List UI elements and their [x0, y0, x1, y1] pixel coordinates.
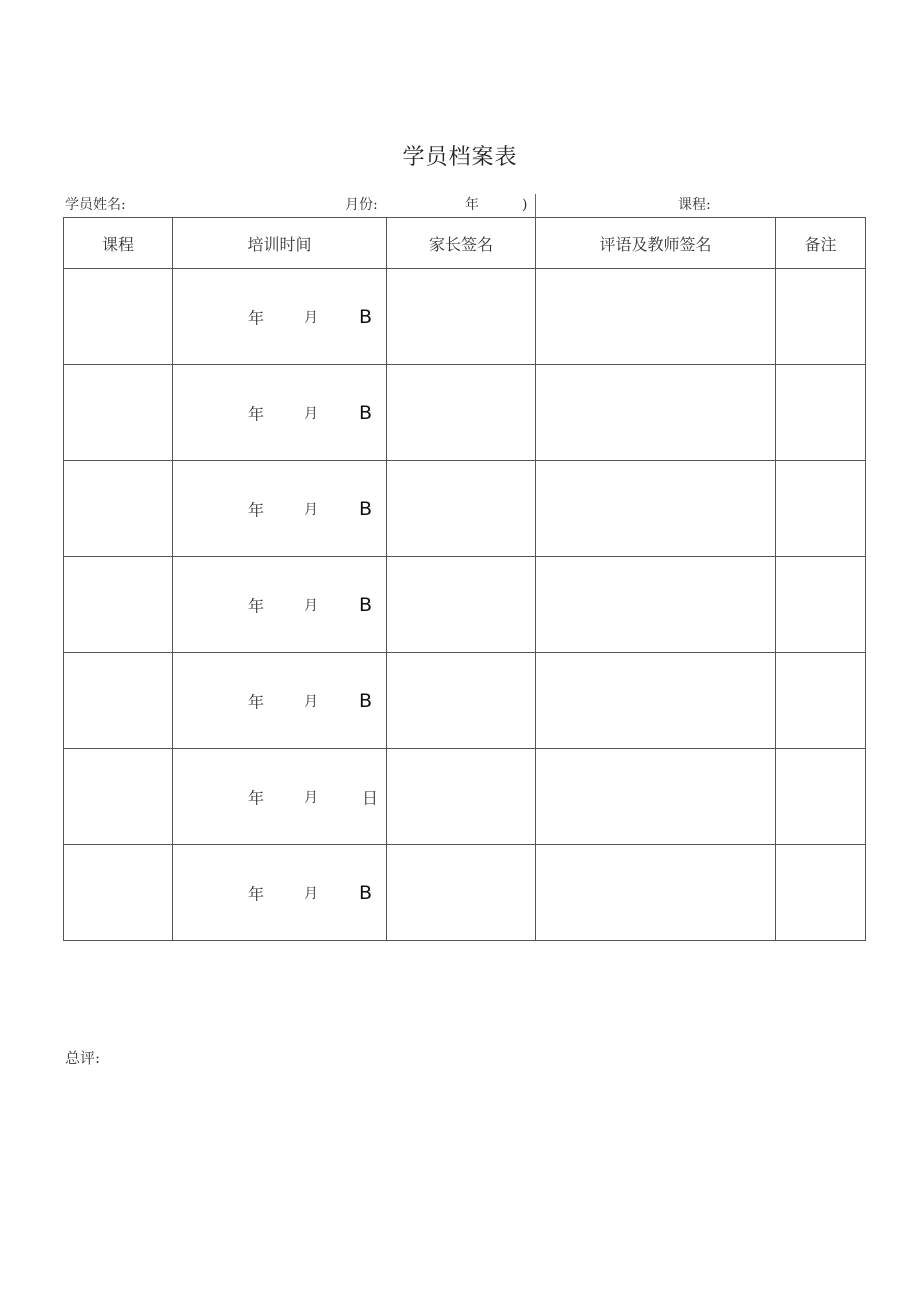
- date-year: 年: [248, 308, 265, 327]
- date-day: B: [359, 305, 373, 328]
- header-parent-signature: 家长签名: [387, 218, 536, 269]
- date-day: B: [359, 593, 373, 616]
- paren-close: ): [522, 197, 528, 213]
- date-year: 年: [248, 596, 265, 615]
- student-name-label: 学员姓名:: [65, 197, 126, 213]
- table-row: [64, 365, 866, 461]
- date-month: 月: [304, 501, 318, 518]
- date-year: 年: [248, 884, 265, 903]
- comment-teacher-signature-cell[interactable]: [536, 653, 776, 749]
- record-table: [63, 217, 866, 941]
- training-date-cell[interactable]: [173, 365, 387, 461]
- table-row: [64, 269, 866, 365]
- remarks-cell[interactable]: [776, 749, 866, 845]
- parent-signature-cell[interactable]: [387, 365, 536, 461]
- date-day: B: [359, 689, 373, 712]
- date-year: 年: [248, 404, 265, 423]
- date-day: B: [359, 881, 373, 904]
- training-date-cell[interactable]: [173, 845, 387, 941]
- course-cell[interactable]: [64, 269, 173, 365]
- info-line: [0, 194, 920, 218]
- remarks-cell[interactable]: [776, 365, 866, 461]
- parent-signature-cell[interactable]: [387, 845, 536, 941]
- info-divider: [535, 194, 536, 218]
- parent-signature-cell[interactable]: [387, 749, 536, 845]
- date-day: B: [359, 497, 373, 520]
- table-row: [64, 557, 866, 653]
- table-row: [64, 461, 866, 557]
- comment-teacher-signature-cell[interactable]: [536, 269, 776, 365]
- parent-signature-cell[interactable]: [387, 269, 536, 365]
- page-title: 学员档案表: [402, 145, 518, 170]
- comment-teacher-signature-cell[interactable]: [536, 557, 776, 653]
- training-date-cell[interactable]: [173, 269, 387, 365]
- remarks-cell[interactable]: [776, 653, 866, 749]
- date-day: B: [359, 401, 373, 424]
- parent-signature-cell[interactable]: [387, 653, 536, 749]
- remarks-cell[interactable]: [776, 269, 866, 365]
- comment-teacher-signature-cell[interactable]: [536, 749, 776, 845]
- date-month: 月: [304, 885, 318, 902]
- remarks-cell[interactable]: [776, 845, 866, 941]
- course-cell[interactable]: [64, 365, 173, 461]
- course-cell[interactable]: [64, 557, 173, 653]
- remarks-cell[interactable]: [776, 461, 866, 557]
- month-label: 月份:: [345, 197, 378, 213]
- course-cell[interactable]: [64, 749, 173, 845]
- table-header-row: [64, 218, 866, 269]
- header-training-time: 培训时间: [173, 218, 387, 269]
- date-day: 日: [362, 788, 379, 807]
- course-label: 课程:: [678, 197, 711, 213]
- remarks-cell[interactable]: [776, 557, 866, 653]
- date-year: 年: [248, 692, 265, 711]
- parent-signature-cell[interactable]: [387, 461, 536, 557]
- table-row: [64, 845, 866, 941]
- date-year: 年: [248, 500, 265, 519]
- date-month: 月: [304, 309, 318, 326]
- comment-teacher-signature-cell[interactable]: [536, 845, 776, 941]
- date-month: 月: [304, 789, 318, 806]
- parent-signature-cell[interactable]: [387, 557, 536, 653]
- header-course: 课程: [64, 218, 173, 269]
- comment-teacher-signature-cell[interactable]: [536, 365, 776, 461]
- header-remarks: 备注: [776, 218, 866, 269]
- summary-label: 总评:: [65, 1049, 101, 1067]
- training-date-cell[interactable]: [173, 557, 387, 653]
- date-month: 月: [304, 405, 318, 422]
- training-date-cell[interactable]: [173, 653, 387, 749]
- training-date-cell[interactable]: [173, 461, 387, 557]
- header-comment-teacher-signature: 评语及教师签名: [536, 218, 776, 269]
- date-month: 月: [304, 693, 318, 710]
- course-cell[interactable]: [64, 845, 173, 941]
- course-cell[interactable]: [64, 653, 173, 749]
- year-label: 年: [465, 197, 479, 213]
- training-date-cell[interactable]: [173, 749, 387, 845]
- course-cell[interactable]: [64, 461, 173, 557]
- table-row: [64, 749, 866, 845]
- comment-teacher-signature-cell[interactable]: [536, 461, 776, 557]
- date-year: 年: [248, 788, 265, 807]
- table-row: [64, 653, 866, 749]
- date-month: 月: [304, 597, 318, 614]
